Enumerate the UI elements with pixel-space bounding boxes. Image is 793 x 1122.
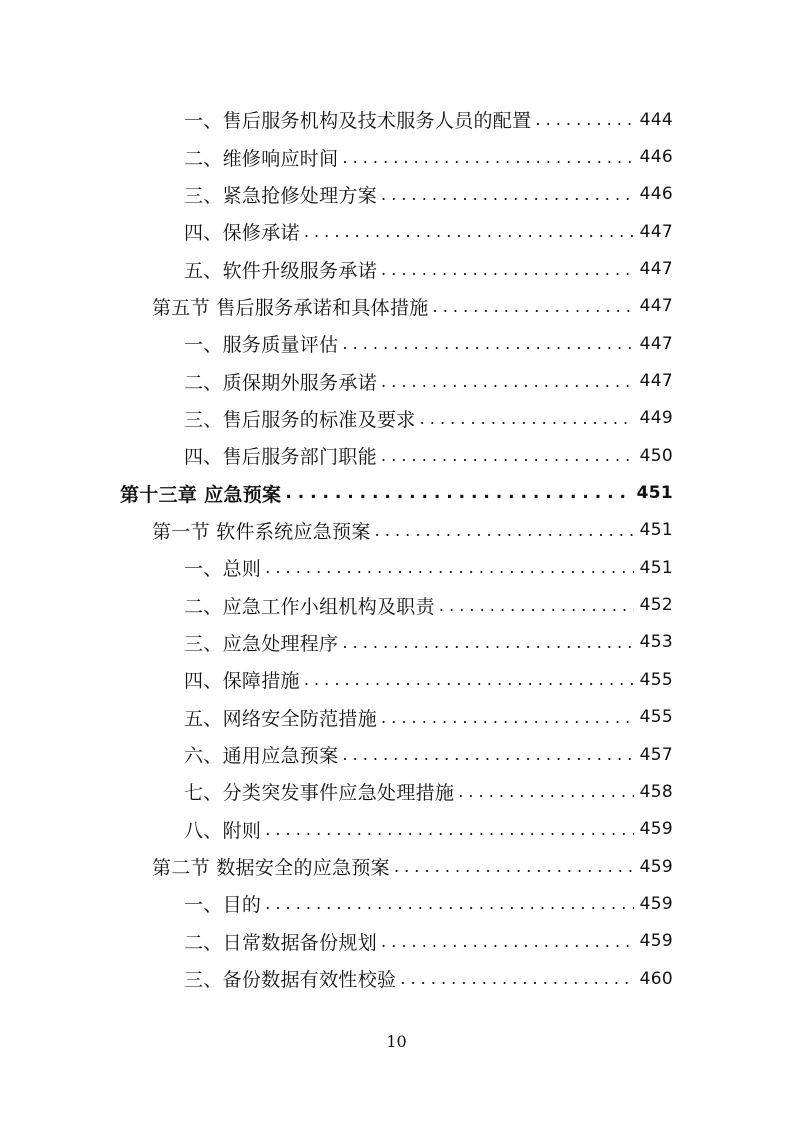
toc-entry-page: 451 (636, 483, 673, 504)
toc-entry-page: 450 (639, 445, 673, 466)
toc-entry-line (184, 811, 673, 848)
toc-entry-page: 452 (639, 595, 673, 616)
toc-dot-leader (381, 372, 634, 391)
toc-entry-title: 三、备份数据有效性校验 (184, 969, 397, 992)
toc-subsection-entry[interactable] (0, 549, 793, 586)
toc-entry-title: 一、总则 (184, 558, 262, 581)
toc-entry-page: 459 (639, 893, 673, 914)
toc-entry-title: 二、维修响应时间 (184, 147, 339, 170)
toc-entry-line (184, 437, 673, 474)
toc-entry-line (184, 885, 673, 922)
toc-entry-line (184, 400, 673, 437)
toc-dot-leader (342, 334, 633, 353)
toc-subsection-entry[interactable] (0, 138, 793, 175)
toc-subsection-entry[interactable] (0, 213, 793, 250)
toc-entry-page: 446 (639, 184, 673, 205)
toc-dot-leader (535, 110, 633, 129)
toc-entry-title: 一、售后服务机构及技术服务人员的配置 (184, 110, 532, 133)
toc-entry-page: 460 (639, 968, 673, 989)
toc-dot-leader (265, 558, 633, 577)
toc-entry-line (184, 325, 673, 362)
toc-subsection-entry[interactable] (0, 773, 793, 810)
toc-entry-title: 三、应急处理程序 (184, 632, 339, 655)
toc-dot-leader (381, 185, 634, 204)
toc-dot-leader (381, 446, 634, 465)
toc-entry-page: 447 (639, 371, 673, 392)
toc-subsection-entry[interactable] (0, 586, 793, 623)
toc-dot-leader (458, 782, 633, 801)
toc-entry-page: 447 (639, 221, 673, 242)
toc-entry-line (184, 549, 673, 586)
toc-subsection-entry[interactable] (0, 960, 793, 997)
toc-entry-page: 451 (639, 557, 673, 578)
toc-subsection-entry[interactable] (0, 362, 793, 399)
toc-entry-page: 453 (639, 632, 673, 653)
page-number: 10 (386, 1032, 407, 1051)
toc-subsection-entry[interactable] (0, 176, 793, 213)
toc-entry-line (184, 661, 673, 698)
toc-entry-page: 459 (639, 931, 673, 952)
toc-dot-leader (400, 969, 633, 988)
toc-entry-line (184, 923, 673, 960)
toc-entry-page: 458 (639, 781, 673, 802)
toc-subsection-entry[interactable] (0, 624, 793, 661)
toc-entry-page: 444 (639, 109, 673, 130)
toc-entry-line (184, 362, 673, 399)
toc-entry-line (184, 176, 673, 213)
table-of-contents (0, 101, 793, 997)
toc-entry-title: 四、保修承诺 (184, 222, 300, 245)
toc-section-entry[interactable] (0, 288, 793, 325)
toc-entry-page: 449 (639, 408, 673, 429)
toc-entry-page: 457 (639, 744, 673, 765)
toc-entry-title: 第十三章 应急预案 (120, 483, 282, 506)
toc-subsection-entry[interactable] (0, 699, 793, 736)
toc-entry-title: 三、售后服务的标准及要求 (184, 408, 416, 431)
toc-entry-title: 六、通用应急预案 (184, 745, 339, 768)
toc-entry-title: 二、质保期外服务承诺 (184, 371, 378, 394)
toc-dot-leader (304, 222, 634, 241)
toc-entry-line (184, 138, 673, 175)
toc-dot-leader (381, 932, 634, 951)
toc-chapter-entry[interactable] (0, 474, 793, 511)
toc-entry-line (184, 773, 673, 810)
toc-entry-page: 447 (639, 333, 673, 354)
toc-entry-line (152, 848, 673, 885)
toc-entry-line (184, 250, 673, 287)
toc-entry-line (184, 586, 673, 623)
toc-entry-title: 四、售后服务部门职能 (184, 446, 378, 469)
toc-entry-title: 第五节 售后服务承诺和具体措施 (152, 296, 429, 319)
toc-subsection-entry[interactable] (0, 250, 793, 287)
toc-entry-title: 四、保障措施 (184, 670, 300, 693)
toc-dot-leader (285, 483, 630, 503)
toc-entry-line (184, 101, 673, 138)
toc-dot-leader (342, 148, 633, 167)
toc-entry-title: 三、紧急抢修处理方案 (184, 184, 378, 207)
toc-entry-title: 二、日常数据备份规划 (184, 931, 378, 954)
toc-entry-title: 第一节 软件系统应急预案 (152, 520, 371, 543)
toc-entry-line (184, 960, 673, 997)
toc-entry-title: 八、附则 (184, 819, 262, 842)
toc-entry-line (152, 512, 673, 549)
toc-entry-line (184, 213, 673, 250)
toc-entry-page: 459 (639, 819, 673, 840)
toc-subsection-entry[interactable] (0, 736, 793, 773)
toc-entry-title: 第二节 数据安全的应急预案 (152, 857, 390, 880)
toc-dot-leader (375, 521, 634, 540)
toc-section-entry[interactable] (0, 512, 793, 549)
toc-entry-page: 459 (639, 856, 673, 877)
toc-entry-page: 455 (639, 669, 673, 690)
toc-dot-leader (420, 409, 634, 428)
toc-subsection-entry[interactable] (0, 885, 793, 922)
toc-subsection-entry[interactable] (0, 811, 793, 848)
toc-entry-line (184, 699, 673, 736)
toc-dot-leader (394, 857, 634, 876)
toc-entry-title: 五、软件升级服务承诺 (184, 259, 378, 282)
toc-dot-leader (381, 260, 634, 279)
toc-dot-leader (265, 820, 633, 839)
toc-entry-title: 七、分类突发事件应急处理措施 (184, 782, 455, 805)
toc-subsection-entry[interactable] (0, 923, 793, 960)
toc-subsection-entry[interactable] (0, 437, 793, 474)
toc-entry-title: 一、服务质量评估 (184, 334, 339, 357)
toc-subsection-entry[interactable] (0, 400, 793, 437)
toc-subsection-entry[interactable] (0, 325, 793, 362)
toc-dot-leader (381, 708, 634, 727)
toc-section-entry[interactable] (0, 848, 793, 885)
toc-entry-page: 455 (639, 707, 673, 728)
toc-entry-line (184, 624, 673, 661)
toc-entry-title: 二、应急工作小组机构及职责 (184, 595, 435, 618)
toc-dot-leader (433, 297, 634, 316)
toc-entry-line (152, 288, 673, 325)
toc-dot-leader (304, 670, 634, 689)
toc-subsection-entry[interactable] (0, 661, 793, 698)
toc-dot-leader (342, 633, 633, 652)
toc-entry-page: 451 (639, 520, 673, 541)
toc-entry-title: 五、网络安全防范措施 (184, 707, 378, 730)
toc-entry-line (184, 736, 673, 773)
toc-entry-page: 447 (639, 296, 673, 317)
toc-entry-page: 446 (639, 147, 673, 168)
toc-subsection-entry[interactable] (0, 101, 793, 138)
toc-dot-leader (342, 745, 633, 764)
toc-dot-leader (439, 596, 634, 615)
toc-entry-page: 447 (639, 259, 673, 280)
toc-entry-title: 一、目的 (184, 894, 262, 917)
toc-dot-leader (265, 894, 633, 913)
toc-entry-line (120, 474, 673, 511)
